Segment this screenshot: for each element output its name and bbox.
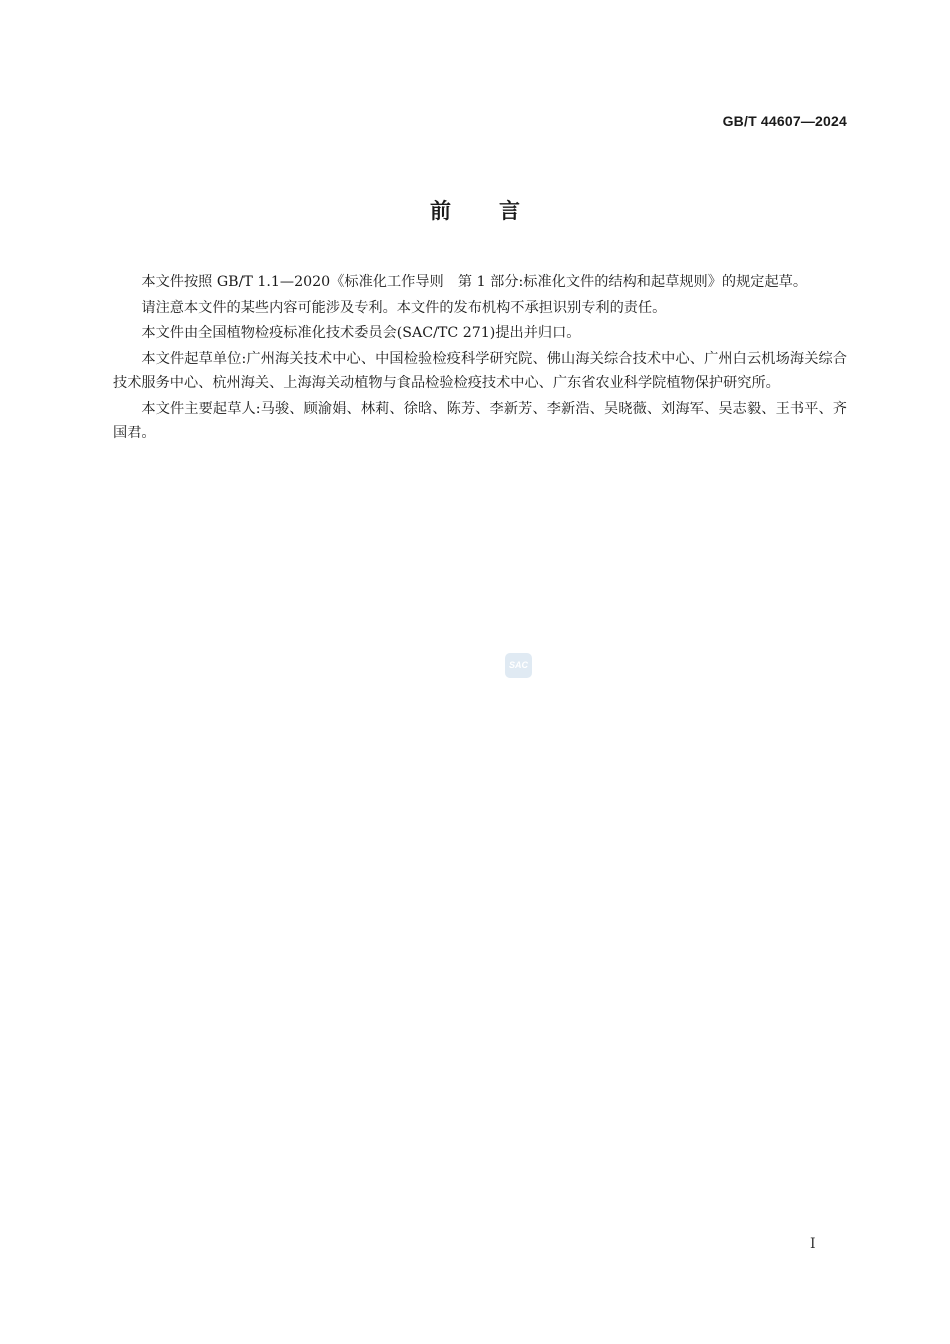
paragraph-proposer: 本文件由全国植物检疫标准化技术委员会(SAC/TC 271)提出并归口。 — [141, 325, 581, 341]
paragraph-drafting-rules: 本文件按照 GB/T 1.1—2020《标准化工作导则 第 1 部分:标准化文件的结构和起草规则》的规定起草。 — [141, 274, 808, 290]
sac-watermark-logo: SAC — [505, 653, 532, 678]
page-title — [0, 195, 950, 225]
title-char-1: 前 — [430, 199, 451, 223]
title-char-2: 言 — [499, 199, 520, 223]
paragraph-drafting-units: 本文件起草单位:广州海关技术中心、中国检验检疫科学研究院、佛山海关综合技术中心、广州白云机场海关综合技术服务中心、杭州海关、上海海关动植物与食品检验检疫技术中心、广东省农业科学院植物保护研究所。 — [113, 350, 847, 391]
paragraph-drafters: 本文件主要起草人:马骏、顾渝娟、林莉、徐晗、陈芳、李新芳、李新浩、吴晓薇、刘海军、吴志毅、王书平、齐国君。 — [113, 400, 847, 441]
foreword-body — [113, 270, 847, 447]
standard-code: GB/T 44607—2024 — [722, 113, 847, 129]
page-number: I — [810, 1236, 816, 1252]
paragraph-patent-notice: 请注意本文件的某些内容可能涉及专利。本文件的发布机构不承担识别专利的责任。 — [141, 299, 667, 316]
